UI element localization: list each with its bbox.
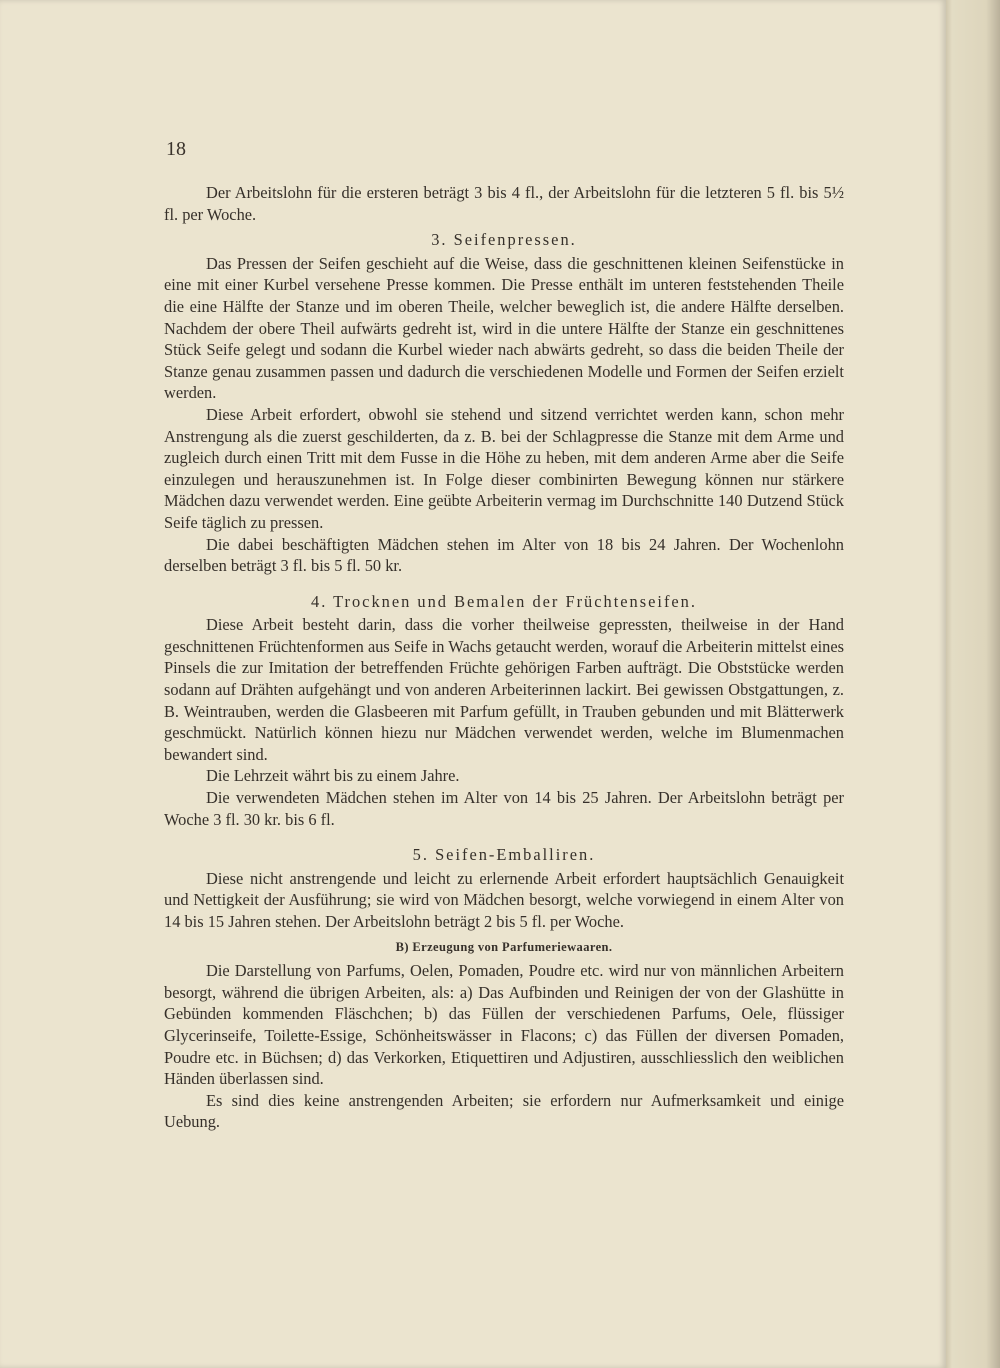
paragraph: Diese Arbeit erfordert, obwohl sie stehend und sitzend verrichtet werden kann, schon mehr Anstrengung als die zuerst geschilderten, da z. B. bei der Schlagpresse die Stanze mit dem Arme und zugleich durch einen Tritt mit dem Fusse in die Höhe zu heben, mit dem anderen Arme aber die Seife einzulegen und herauszunehmen ist. In Folge dieser combinirten Bewegung können nur stärkere Mädchen dazu verwendet werden. Eine geübte Arbeiterin vermag im Durchschnitte 140 Dutzend Stück Seife täglich zu pressen. — [164, 404, 844, 532]
section-heading-3: 3. Seifenpressen. — [431, 230, 577, 250]
paragraph: Die Lehrzeit währt bis zu einem Jahre. — [206, 766, 460, 786]
section-heading-4: 4. Trocknen und Bemalen der Früchtenseifen. — [311, 591, 697, 611]
paragraph: Diese nicht anstrengende und leicht zu erlernende Arbeit erfordert hauptsächlich Genauigkeit und Nettigkeit der Ausführung; sie wird von Mädchen besorgt, welche vorwiegend in einem Alter von 14 bis 15 Jahren stehen. Der Arbeitslohn beträgt 2 bis 5 fl. per Woche. — [164, 868, 844, 931]
section-heading-b: B) Erzeugung von Parfumeriewaaren. — [395, 939, 613, 954]
section-heading-5: 5. Seifen-Emballiren. — [412, 845, 596, 865]
page-number: 18 — [166, 138, 186, 160]
paragraph: Diese Arbeit besteht darin, dass die vorher theilweise gepressten, theilweise in der Hand geschnittenen Früchtenformen aus Seife in Wachs getaucht werden, worauf die Arbeiterin mittelst eines Pinsels die zur Imitation der betreffenden Früchte gehörigen Farben aufträgt. Die Obststücke werden sodann auf Drähten aufgehängt und von anderen Arbeiterinnen lackirt. Bei gewissen Obstgattungen, z. B. Weintrauben, werden die Glasbeeren mit Parfum gefüllt, in Trauben gebunden und mit Blätterwerk geschmückt. Natürlich können hiezu nur Mädchen verwendet werden, welche im Blumenmachen bewandert sind. — [164, 615, 844, 764]
paragraph: Die Darstellung von Parfums, Oelen, Pomaden, Poudre etc. wird nur von männlichen Arbeitern besorgt, während die übrigen Arbeiten, als: a) Das Aufbinden und Reinigen der von der Glashütte in Gebünden kommenden Fläschchen; b) das Füllen der verschiedenen Parfums, Oele, flüssiger Glycerinseife, Toilette-Essige, Schönheitswässer in Flacons; c) das Füllen der diversen Pomaden, Poudre etc. in Büchsen; d) das Verkorken, Etiquettiren und Adjustiren, ausschliesslich den weiblichen Händen überlassen sind. — [164, 961, 844, 1089]
paragraph: Das Pressen der Seifen geschieht auf die Weise, dass die geschnittenen kleinen Seifenstücke in eine mit einer Kurbel versehene Presse kommen. Die Presse enthält im unteren feststehenden Theile die eine Hälfte der Stanze und im oberen Theile, welcher beweglich ist, die andere Hälfte derselben. Nachdem der obere Theil aufwärts gedreht ist, wird in die untere Hälfte der Stanze ein geschnittenes Stück Seife gelegt und sodann die Kurbel wieder nach abwärts gedreht, so dass die beiden Theile der Stanze genau zusammen passen und dadurch die verschiedenen Modelle und Formen der Seifen erzielt werden. — [164, 253, 844, 403]
paragraph: Die dabei beschäftigten Mädchen stehen im Alter von 18 bis 24 Jahren. Der Wochenlohn derselben beträgt 3 fl. bis 5 fl. 50 kr. — [164, 534, 844, 576]
paragraph: Die verwendeten Mädchen stehen im Alter von 14 bis 25 Jahren. Der Arbeitslohn beträgt per Woche 3 fl. 30 kr. bis 6 fl. — [164, 788, 844, 829]
paragraph: Der Arbeitslohn für die ersteren beträgt 3 bis 4 fl., der Arbeitslohn für die letzteren 5 fl. bis 5½ fl. per Woche. — [164, 183, 844, 224]
page-body — [164, 182, 844, 1133]
page-edge — [946, 0, 1000, 1368]
paragraph: Es sind dies keine anstrengenden Arbeiten; sie erfordern nur Aufmerksamkeit und einige Uebung. — [164, 1090, 844, 1132]
